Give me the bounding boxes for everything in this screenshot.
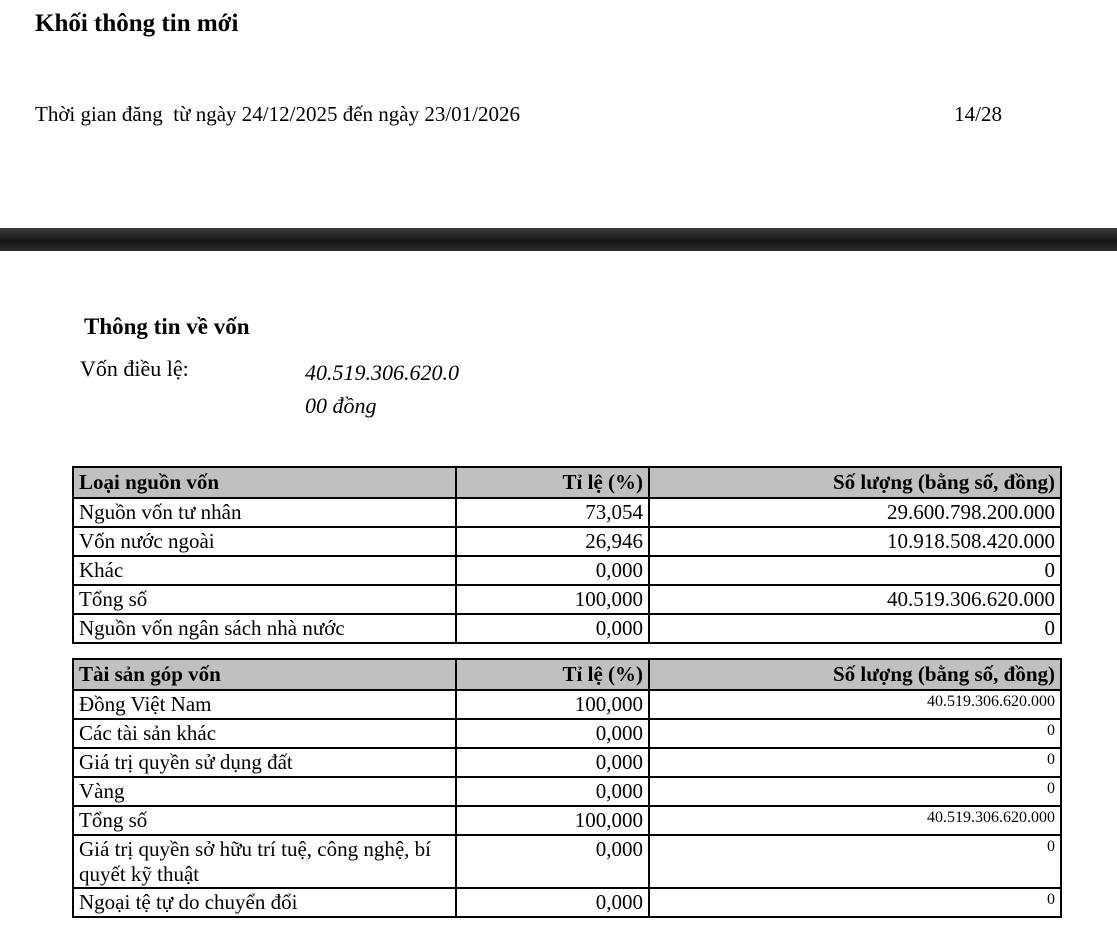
table-row <box>73 719 1061 748</box>
charter-capital-value-line1: 40.519.306.620.0 <box>305 360 459 385</box>
charter-capital-row <box>80 356 459 422</box>
amount-value: 0 <box>649 614 1061 643</box>
row-label: Tổng số <box>73 585 456 614</box>
table-header-row <box>73 467 1061 498</box>
ratio-value: 100,000 <box>456 585 649 614</box>
amount-value: 40.519.306.620.000 <box>649 806 1061 835</box>
section-divider-bar <box>0 228 1117 251</box>
amount-value: 0 <box>649 888 1061 917</box>
amount-value: 40.519.306.620.000 <box>649 585 1061 614</box>
ratio-value: 0,000 <box>456 719 649 748</box>
row-label: Nguồn vốn ngân sách nhà nước <box>73 614 456 643</box>
amount-value: 10.918.508.420.000 <box>649 527 1061 556</box>
row-label: Tổng số <box>73 806 456 835</box>
row-label: Đồng Việt Nam <box>73 690 456 719</box>
amount-value: 0 <box>649 719 1061 748</box>
amount-value: 0 <box>649 556 1061 585</box>
capital-source-table <box>72 466 1062 644</box>
ratio-value: 0,000 <box>456 888 649 917</box>
table-row <box>73 748 1061 777</box>
ratio-value: 0,000 <box>456 556 649 585</box>
contributed-assets-table <box>72 658 1062 918</box>
table-row <box>73 690 1061 719</box>
column-header: Số lượng (bằng số, đồng) <box>649 467 1061 498</box>
column-header: Loại nguồn vốn <box>73 467 456 498</box>
table-row <box>73 585 1061 614</box>
table-row <box>73 527 1061 556</box>
ratio-value: 0,000 <box>456 614 649 643</box>
page-number: 14/28 <box>954 102 1002 126</box>
row-label: Các tài sản khác <box>73 719 456 748</box>
table-row <box>73 777 1061 806</box>
meta-row <box>35 102 1002 127</box>
row-label: Ngoại tệ tự do chuyển đổi <box>73 888 456 917</box>
table-row <box>73 888 1061 917</box>
page-title: Khối thông tin mới <box>35 10 239 37</box>
amount-value: 0 <box>649 748 1061 777</box>
amount-value: 29.600.798.200.000 <box>649 498 1061 527</box>
row-label: Vàng <box>73 777 456 806</box>
amount-value: 0 <box>649 777 1061 806</box>
column-header: Tỉ lệ (%) <box>456 659 649 690</box>
table-row <box>73 835 1061 888</box>
ratio-value: 100,000 <box>456 806 649 835</box>
ratio-value: 100,000 <box>456 690 649 719</box>
row-label: Khác <box>73 556 456 585</box>
charter-capital-value-line2: 00 đồng <box>305 393 377 418</box>
table-row <box>73 806 1061 835</box>
ratio-value: 0,000 <box>456 777 649 806</box>
table-header-row <box>73 659 1061 690</box>
table-row <box>73 498 1061 527</box>
charter-capital-value <box>305 356 459 422</box>
column-header: Tỉ lệ (%) <box>456 467 649 498</box>
row-label: Nguồn vốn tư nhân <box>73 498 456 527</box>
ratio-value: 0,000 <box>456 835 649 888</box>
amount-value: 0 <box>649 835 1061 888</box>
row-label: Giá trị quyền sở hữu trí tuệ, công nghệ, bí quyết kỹ thuật <box>73 835 456 888</box>
amount-value: 40.519.306.620.000 <box>649 690 1061 719</box>
row-label: Vốn nước ngoài <box>73 527 456 556</box>
table-row <box>73 556 1061 585</box>
posting-period-text: Thời gian đăng từ ngày 24/12/2025 đến ngày 23/01/2026 <box>35 102 521 126</box>
column-header: Tài sản góp vốn <box>73 659 456 690</box>
column-header: Số lượng (bằng số, đồng) <box>649 659 1061 690</box>
charter-capital-label: Vốn điều lệ: <box>80 356 189 381</box>
ratio-value: 26,946 <box>456 527 649 556</box>
capital-section-heading: Thông tin về vốn <box>84 314 250 339</box>
ratio-value: 0,000 <box>456 748 649 777</box>
row-label: Giá trị quyền sử dụng đất <box>73 748 456 777</box>
ratio-value: 73,054 <box>456 498 649 527</box>
table-row <box>73 614 1061 643</box>
